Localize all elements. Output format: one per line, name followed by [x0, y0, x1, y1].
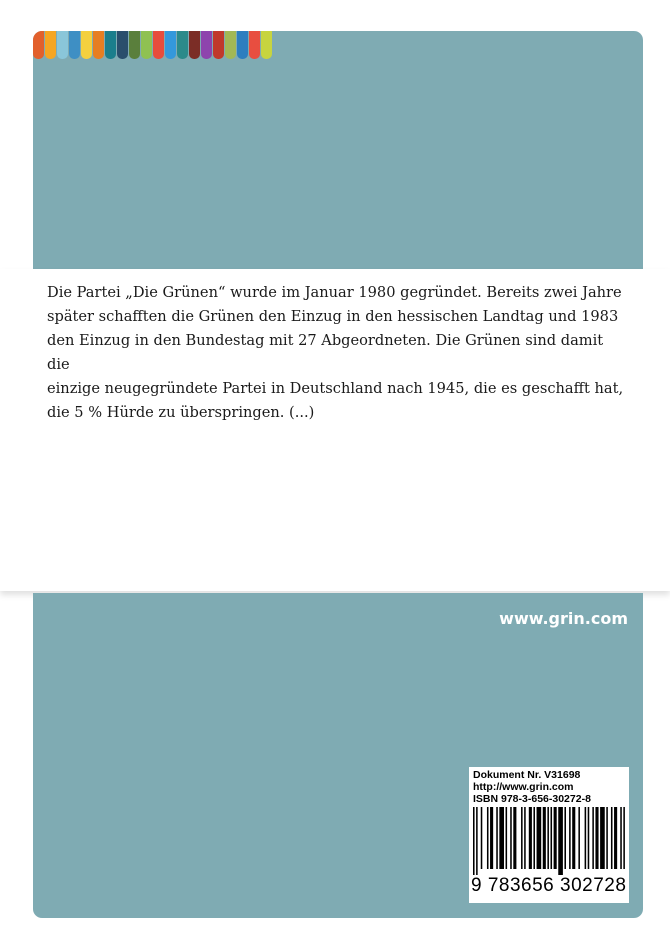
barcode-bar [490, 807, 493, 869]
barcode-bar [554, 807, 557, 869]
barcode-bar [595, 807, 598, 869]
barcode-bar [506, 807, 508, 869]
color-stripe [189, 31, 200, 59]
color-stripe [141, 31, 152, 59]
barcode-bar [588, 807, 590, 869]
barcode-bar [572, 807, 575, 869]
barcode-bar [600, 807, 605, 869]
blurb-line: später schafften die Grünen den Einzug in den hessischen Landtag und 1983 [47, 308, 619, 325]
blurb-line: Die Partei „Die Grünen“ wurde im Januar 1980 gegründet. Bereits zwei Jahre [47, 284, 622, 301]
barcode-bar [473, 807, 475, 875]
color-stripe [45, 31, 56, 59]
barcode-bar [510, 807, 512, 869]
blurb-line: die 5 % Hürde zu überspringen. (...) [47, 404, 315, 421]
document-number: Dokument Nr. V31698 [473, 769, 581, 781]
barcode-bar [614, 807, 617, 869]
color-stripe [81, 31, 92, 59]
barcode-image [473, 807, 625, 875]
color-stripe [165, 31, 176, 59]
color-stripe [237, 31, 248, 59]
barcode-bar [585, 807, 587, 869]
barcode-bar [499, 807, 504, 869]
barcode-bar [569, 807, 571, 869]
barcode-bar [521, 807, 523, 869]
barcode-bar [529, 807, 532, 869]
color-stripe [129, 31, 140, 59]
color-stripe [33, 31, 44, 59]
barcode-bar [487, 807, 489, 869]
barcode-bar [623, 807, 625, 869]
color-stripe [117, 31, 128, 59]
barcode-bar [524, 807, 526, 869]
color-stripe [213, 31, 224, 59]
color-stripe [249, 31, 260, 59]
barcode-bar [551, 807, 553, 869]
book-blurb [47, 281, 627, 425]
barcode-bar [476, 807, 478, 875]
barcode-bar [481, 807, 483, 869]
barcode-bar [533, 807, 535, 869]
color-stripe [93, 31, 104, 59]
barcode-digits: 9 783656 302728 [471, 875, 627, 896]
barcode-bar [558, 807, 563, 875]
color-stripe [261, 31, 272, 59]
barcode-box [469, 767, 629, 903]
color-stripe [225, 31, 236, 59]
barcode-bar [592, 807, 594, 869]
color-stripe [105, 31, 116, 59]
blurb-line: einzige neugegründete Partei in Deutschland nach 1945, die es geschafft hat, [47, 380, 624, 397]
color-stripe [57, 31, 68, 59]
color-stripe-band [33, 31, 273, 59]
barcode-bar [620, 807, 622, 869]
barcode-bar [578, 807, 580, 869]
barcode-bar [547, 807, 549, 869]
color-stripe [177, 31, 188, 59]
barcode-bar [513, 807, 516, 869]
color-stripe [201, 31, 212, 59]
publisher-website: www.grin.com [499, 609, 628, 628]
barcode-url: http://www.grin.com [473, 781, 574, 793]
barcode-bar [564, 807, 566, 869]
color-stripe [153, 31, 164, 59]
cover-top-panel [33, 31, 643, 269]
barcode-bar [537, 807, 542, 869]
barcode-bar [496, 807, 498, 869]
barcode-bar [606, 807, 608, 869]
color-stripe [69, 31, 80, 59]
isbn-text: ISBN 978-3-656-30272-8 [473, 793, 591, 805]
barcode-bar [611, 807, 613, 869]
barcode-info [469, 767, 629, 805]
barcode-bar [543, 807, 546, 869]
blurb-line: den Einzug in den Bundestag mit 27 Abgeordneten. Die Grünen sind damit die [47, 332, 604, 373]
